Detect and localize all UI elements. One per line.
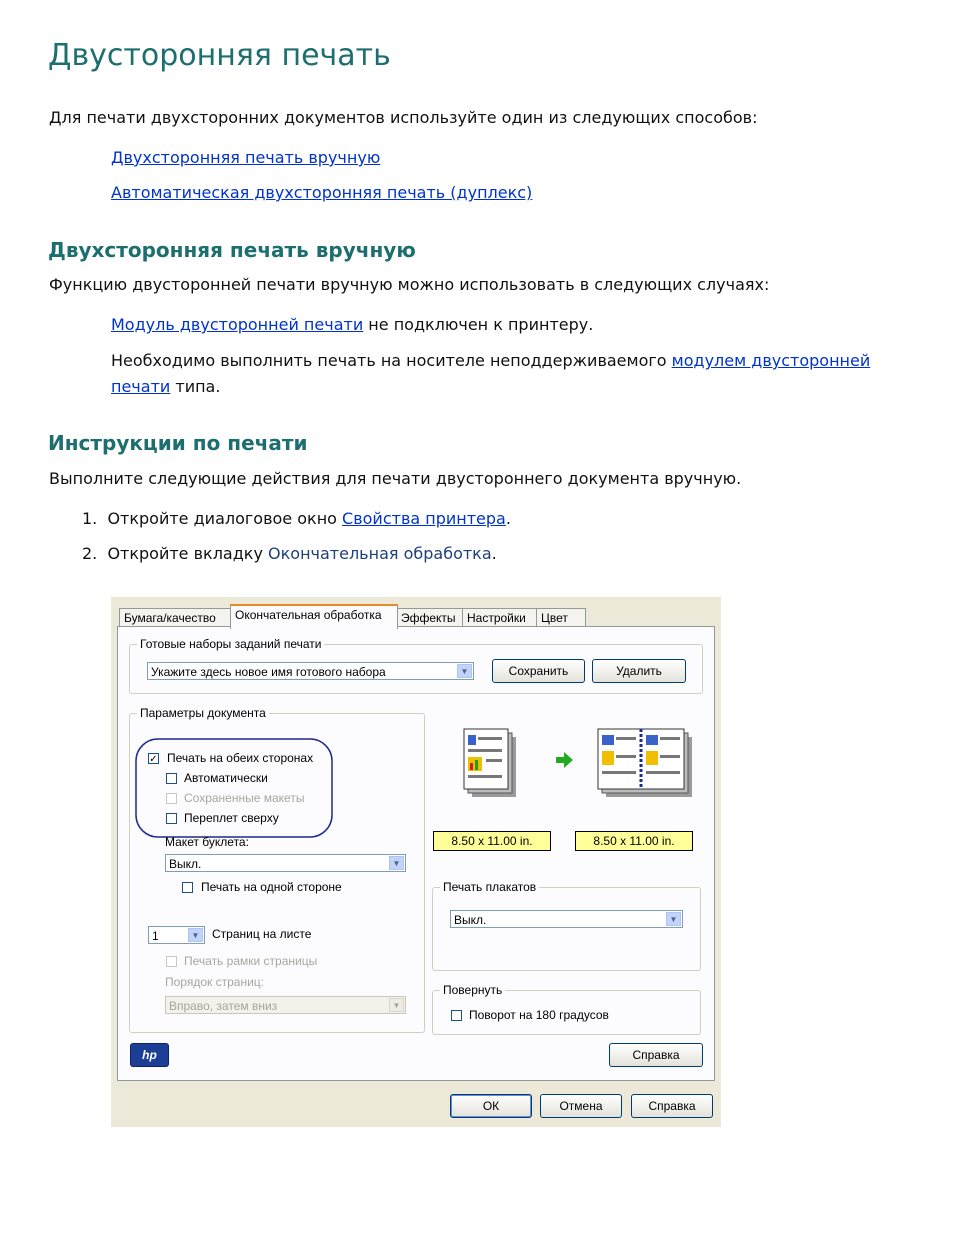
section-heading-instructions: Инструкции по печати <box>48 431 308 455</box>
tab-finishing[interactable]: Окончательная обработка <box>230 604 398 629</box>
delete-button[interactable]: Удалить <box>592 659 686 683</box>
step-end: . <box>491 544 497 563</box>
pages-per-sheet-label: Страниц на листе <box>212 927 312 941</box>
preset-name-value: Укажите здесь новое имя готового набора <box>151 665 386 679</box>
poster-group <box>432 887 701 971</box>
section-heading-manual: Двухсторонняя печать вручную <box>48 238 416 262</box>
tab-effects[interactable]: Эффекты <box>396 608 466 627</box>
help-button[interactable]: Справка <box>609 1043 703 1067</box>
both-sides-label: Печать на обеих сторонах <box>167 751 314 765</box>
presets-label: Готовые наборы заданий печати <box>137 637 324 651</box>
paper-size-right: 8.50 x 11.00 in. <box>575 831 693 851</box>
cancel-button[interactable]: Отмена <box>540 1094 622 1118</box>
page-title: Двусторонняя печать <box>48 38 391 73</box>
list-item <box>111 351 870 370</box>
print-borders-label: Печать рамки страницы <box>184 954 318 968</box>
link-printer-properties[interactable]: Свойства принтера <box>342 509 506 528</box>
paper-size-left: 8.50 x 11.00 in. <box>433 831 551 851</box>
item-text: типа. <box>170 377 221 396</box>
tab-panel <box>117 626 715 1081</box>
finishing-tab-name: Окончательная обработка <box>268 544 492 563</box>
link-duplex-module-2b[interactable]: печати <box>111 377 171 396</box>
flip-top-checkbox[interactable] <box>166 813 177 824</box>
chevron-down-icon[interactable]: ▼ <box>188 928 203 942</box>
poster-value: Выкл. <box>454 913 487 927</box>
item-text: Необходимо выполнить печать на носителе неподдерживаемого <box>111 351 672 370</box>
preset-name-combo[interactable] <box>147 662 474 680</box>
step-number: 1. <box>82 509 98 528</box>
rotate-180-checkbox[interactable] <box>451 1010 462 1021</box>
booklet-value: Выкл. <box>169 857 202 871</box>
step-1 <box>82 509 511 528</box>
chevron-down-icon: ▼ <box>389 998 404 1012</box>
tab-settings[interactable]: Настройки <box>462 608 539 627</box>
link-auto-duplex[interactable]: Автоматическая двухсторонняя печать (дуплекс) <box>111 183 533 202</box>
one-side-label: Печать на одной стороне <box>201 880 342 894</box>
saved-layouts-checkbox <box>166 793 177 804</box>
both-sides-checkbox[interactable]: ✓ <box>149 754 158 765</box>
page-order-value: Вправо, затем вниз <box>169 999 278 1013</box>
duplex-preview-image <box>458 727 694 803</box>
page-order-combo <box>165 996 406 1014</box>
intro-text: Для печати двухсторонних документов используйте один из следующих способов: <box>49 108 758 127</box>
tab-paper-quality[interactable]: Бумага/качество <box>119 608 237 627</box>
pages-per-sheet-combo[interactable] <box>148 926 205 944</box>
chevron-down-icon[interactable]: ▼ <box>457 664 472 678</box>
poster-combo[interactable] <box>450 910 683 928</box>
list-item-continued <box>111 377 220 396</box>
save-button[interactable]: Сохранить <box>492 659 585 683</box>
print-borders-checkbox <box>166 956 177 967</box>
section-manual-text: Функцию двусторонней печати вручную можно использовать в следующих случаях: <box>49 275 770 294</box>
chevron-down-icon[interactable]: ▼ <box>666 912 681 926</box>
hp-logo: hp <box>130 1043 169 1067</box>
auto-label: Автоматически <box>184 771 268 785</box>
link-duplex-module-2[interactable]: модулем двусторонней <box>671 351 871 370</box>
poster-label: Печать плакатов <box>440 880 539 894</box>
item-text: не подключен к принтеру. <box>363 315 594 334</box>
document-options-label: Параметры документа <box>137 706 269 720</box>
step-number: 2. <box>82 544 98 563</box>
pages-per-sheet-value: 1 <box>152 929 159 943</box>
auto-checkbox[interactable] <box>166 773 177 784</box>
saved-layouts-label: Сохраненные макеты <box>184 791 305 805</box>
rotate-label: Повернуть <box>440 983 505 997</box>
link-manual-duplex[interactable]: Двухсторонняя печать вручную <box>111 148 381 167</box>
page-order-label: Порядок страниц: <box>165 975 264 989</box>
list-item <box>111 315 593 334</box>
ok-button[interactable]: ОК <box>450 1094 532 1118</box>
tab-color[interactable]: Цвет <box>536 608 586 627</box>
one-side-checkbox[interactable] <box>182 882 193 893</box>
printer-properties-dialog <box>111 597 721 1127</box>
flip-top-label: Переплет сверху <box>184 811 279 825</box>
help-button-bottom[interactable]: Справка <box>631 1094 713 1118</box>
section-instructions-text: Выполните следующие действия для печати двустороннего документа вручную. <box>49 469 742 488</box>
link-duplex-module[interactable]: Модуль двусторонней печати <box>111 315 364 334</box>
step-2 <box>82 544 497 563</box>
chevron-down-icon[interactable]: ▼ <box>389 856 404 870</box>
step-text: Откройте вкладку <box>107 544 269 563</box>
rotate-180-label: Поворот на 180 градусов <box>469 1008 609 1022</box>
booklet-label: Макет буклета: <box>165 835 249 849</box>
step-end: . <box>505 509 511 528</box>
step-text: Откройте диалоговое окно <box>107 509 343 528</box>
booklet-combo[interactable] <box>165 854 406 872</box>
